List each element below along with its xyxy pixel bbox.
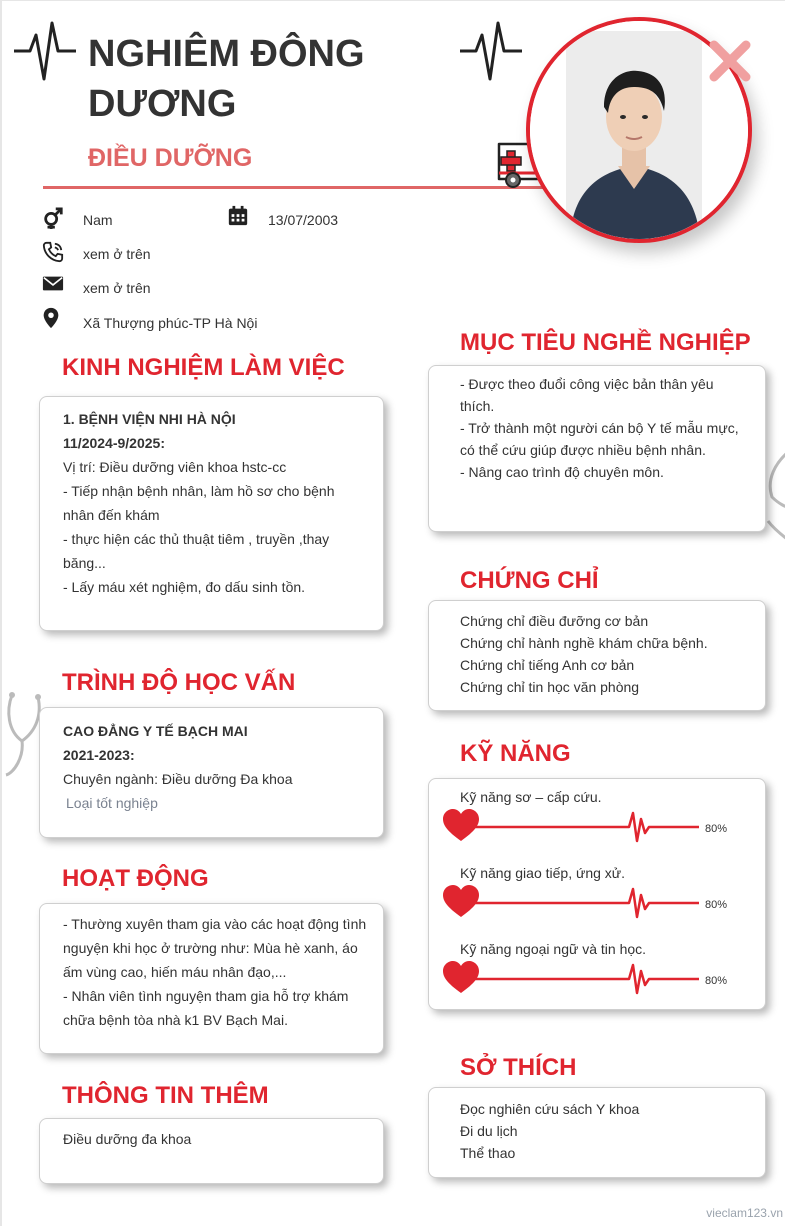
- education-period: 2021-2023:: [63, 747, 135, 763]
- skill-label: Kỹ năng sơ – cấp cứu.: [460, 789, 602, 805]
- experience-box: [39, 396, 384, 631]
- hobby-item: Đi du lịch: [460, 1123, 518, 1139]
- skills-box: [428, 778, 766, 1010]
- hobby-item: Đọc nghiên cứu sách Y khoa: [460, 1101, 640, 1117]
- skill-percent: 80%: [705, 975, 728, 987]
- heart-icon: [443, 809, 479, 841]
- activities-title: HOẠT ĐỘNG: [62, 865, 209, 892]
- certificate-item: Chứng chỉ hành nghề khám chữa bệnh.: [460, 635, 708, 651]
- skill-label: Kỹ năng ngoại ngữ và tin học.: [460, 941, 647, 957]
- email-value: xem ở trên: [83, 280, 151, 296]
- experience-line: Vị trí: Điều dưỡng viên khoa hstc-cc: [63, 459, 287, 475]
- education-box: [39, 707, 384, 838]
- skills-title: KỸ NĂNG: [460, 740, 571, 767]
- experience-period: 11/2024-9/2025:: [63, 435, 165, 451]
- skill-label: Kỹ năng giao tiếp, ứng xử.: [460, 865, 626, 881]
- email-icon: [42, 273, 64, 295]
- watermark: vieclam123.vn: [706, 1206, 783, 1220]
- experience-company: 1. BỆNH VIỆN NHI HÀ NỘI: [63, 411, 236, 427]
- heart-icon: [443, 885, 479, 917]
- objective-box: [428, 365, 766, 532]
- phone-icon: [42, 241, 64, 263]
- experience-title: KINH NGHIỆM LÀM VIỆC: [62, 354, 345, 381]
- phone-value: xem ở trên: [83, 246, 151, 262]
- extra-title: THÔNG TIN THÊM: [62, 1082, 269, 1109]
- certificate-item: Chứng chỉ tin học văn phòng: [460, 679, 640, 695]
- hobbies-box: [428, 1087, 766, 1178]
- heartbeat-icon: [14, 21, 76, 83]
- education-major: Chuyên ngành: Điều dưỡng Đa khoa: [63, 771, 293, 787]
- gender-value: Nam: [83, 212, 113, 228]
- address-value: Xã Thượng phúc-TP Hà Nội: [83, 315, 258, 331]
- activity-line: - Thường xuyên tham gia vào các hoạt động tình nguyện khi học ở trường như: Mùa hè xanh, áo ấm vùng cao, hiến máu nhân đạo,...: [63, 916, 367, 980]
- experience-line: - Tiếp nhận bệnh nhân, làm hồ sơ cho bệnh nhân đến khám: [63, 483, 335, 523]
- skill-heartbeat-bar: [443, 959, 705, 999]
- gender-icon: [42, 207, 64, 229]
- calendar-icon: [227, 205, 249, 227]
- experience-line: - Lấy máu xét nghiệm, đo dấu sinh tồn.: [63, 579, 306, 595]
- education-school: CAO ĐẲNG Y TẾ BẠCH MAI: [63, 723, 248, 739]
- objective-line: - Nâng cao trình độ chuyên môn.: [460, 464, 664, 480]
- skill-heartbeat-bar: [443, 883, 705, 923]
- skill-percent: 80%: [705, 823, 728, 835]
- certificate-item: Chứng chỉ điều đưỡng cơ bản: [460, 613, 649, 629]
- heartbeat-icon: [460, 21, 522, 83]
- skill-heartbeat-bar: [443, 807, 705, 847]
- experience-line: - thực hiện các thủ thuật tiêm , truyền ,thay băng...: [63, 531, 330, 571]
- certificates-box: [428, 600, 766, 711]
- education-title: TRÌNH ĐỘ HỌC VẤN: [62, 669, 296, 696]
- hobby-item: Thể thao: [460, 1145, 516, 1161]
- title-divider: [43, 186, 543, 189]
- skill-percent: 80%: [705, 899, 728, 911]
- job-title: ĐIỀU DƯỠNG: [88, 144, 253, 172]
- activity-line: - Nhân viên tình nguyện tham gia hỗ trợ khám chữa bệnh tòa nhà k1 BV Bạch Mai.: [63, 988, 349, 1028]
- location-icon: [40, 307, 62, 329]
- objective-line: - Trở thành một người cán bộ Y tế mẫu mực, có thể cứu giúp được nhiều bệnh nhân.: [460, 420, 739, 458]
- extra-text: Điều dưỡng đa khoa: [63, 1131, 192, 1147]
- certificate-item: Chứng chỉ tiếng Anh cơ bản: [460, 657, 635, 673]
- objective-line: - Được theo đuổi công việc bản thân yêu thích.: [460, 376, 714, 414]
- candidate-name: NGHIÊM ĐÔNG DƯƠNG: [88, 33, 365, 125]
- close-icon: [706, 37, 754, 85]
- heart-icon: [443, 961, 479, 993]
- birthday-value: 13/07/2003: [268, 212, 339, 228]
- education-grade: Loại tốt nghiệp: [66, 795, 158, 811]
- certificates-title: CHỨNG CHỈ: [460, 567, 599, 594]
- extra-box: [39, 1118, 384, 1184]
- activities-box: [39, 903, 384, 1054]
- hobbies-title: SỞ THÍCH: [460, 1054, 577, 1081]
- objective-title: MỤC TIÊU NGHỀ NGHIỆP: [460, 329, 751, 356]
